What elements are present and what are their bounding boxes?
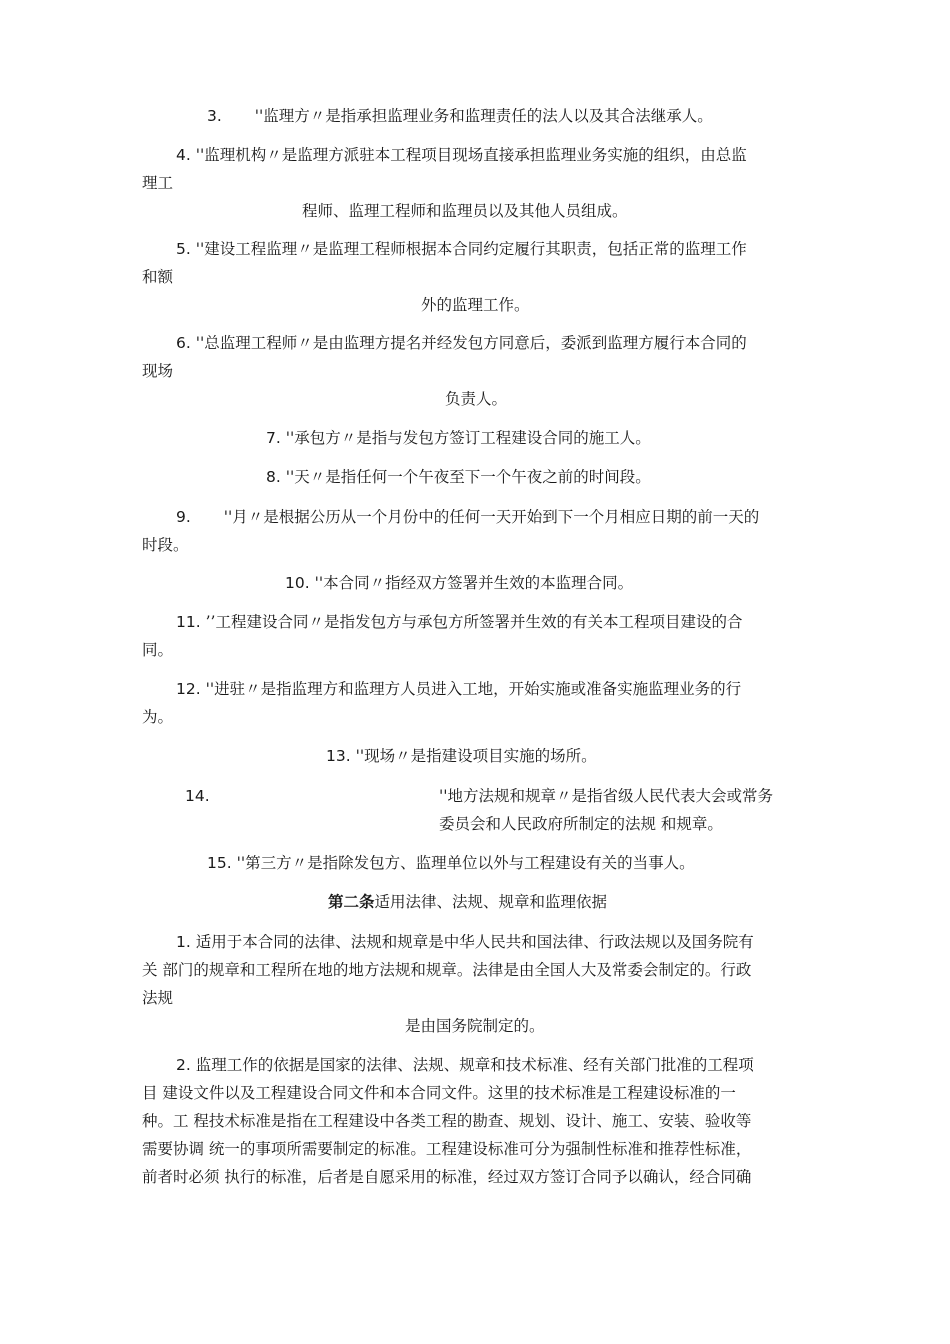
article-title: 适用法律、法规、规章和监理依据 — [374, 893, 608, 911]
item-number: 2. — [176, 1056, 191, 1074]
item-4-line2: 理工 — [142, 174, 174, 192]
item-14-line2: 委员会和人民政府所制定的法规 和规章。 — [439, 815, 723, 833]
item-number: 15. — [207, 854, 232, 872]
item-text: ''进驻〃是指监理方和监理方人员进入工地，开始实施或准备实施监理业务的行 — [205, 680, 742, 698]
item-number: 9. — [176, 508, 191, 526]
item-6-line2: 现场 — [142, 362, 174, 380]
item-4 — [176, 145, 747, 165]
article-heading — [328, 892, 607, 912]
item-number: 10. — [285, 574, 310, 592]
item-5-line3: 外的监理工作。 — [421, 296, 530, 314]
item-number: 4. — [176, 146, 191, 164]
item-text: ''月〃是根据公历从一个月份中的任何一天开始到下一个月相应日期的前一天的 — [223, 508, 760, 526]
paragraph-1 — [176, 932, 754, 952]
item-number: 1. — [176, 933, 191, 951]
paragraph-1-line3: 法规 — [142, 989, 174, 1007]
item-text: ''建设工程监理〃是监理工程师根据本合同约定履行其职责，包括正常的监理工作 — [195, 240, 747, 258]
item-10 — [285, 573, 633, 593]
item-text: ’’工程建设合同〃是指发包方与承包方所签署并生效的有关本工程项目建设的合 — [205, 613, 743, 631]
item-9-line2: 时段。 — [142, 536, 189, 554]
item-7 — [266, 428, 651, 448]
item-text: ''总监理工程师〃是由监理方提名并经发包方同意后，委派到监理方履行本合同的 — [195, 334, 747, 352]
item-12-line2: 为。 — [142, 708, 174, 726]
paragraph-2-line2: 目 建设文件以及工程建设合同文件和本合同文件。这里的技术标准是工程建设标准的一 — [142, 1084, 736, 1102]
item-number: 5. — [176, 240, 191, 258]
item-number: 12. — [176, 680, 201, 698]
item-11 — [176, 612, 742, 632]
item-number: 13. — [326, 747, 351, 765]
paragraph-2-line5: 前者时必须 执行的标准，后者是自愿采用的标准，经过双方签订合同予以确认，经合同确 — [142, 1168, 752, 1186]
item-text: ''现场〃是指建设项目实施的场所。 — [355, 747, 597, 765]
item-number: 8. — [266, 468, 281, 486]
paragraph-2-line3: 种。工 程技术标准是指在工程建设中各类工程的勘查、规划、设计、施工、安装、验收等 — [142, 1112, 752, 1130]
item-14-line1: ''地方法规和规章〃是指省级人民代表大会或常务 — [439, 787, 774, 805]
item-11-line2: 同。 — [142, 641, 174, 659]
item-6-line3: 负责人。 — [445, 390, 508, 408]
item-text: ''监理机构〃是监理方派驻本工程项目现场直接承担监理业务实施的组织，由总监 — [195, 146, 747, 164]
item-text: ''本合同〃指经双方签署并生效的本监理合同。 — [314, 574, 634, 592]
item-15 — [207, 853, 695, 873]
item-5-line2: 和额 — [142, 268, 174, 286]
item-number: 7. — [266, 429, 281, 447]
article-number: 第二条 — [328, 892, 375, 911]
item-text: ''监理方〃是指承担监理业务和监理责任的法人以及其合法继承人。 — [254, 107, 713, 125]
item-3 — [207, 106, 713, 126]
paragraph-2-line4: 需要协调 统一的事项所需要制定的标准。工程建设标准可分为强制性标准和推荐性标准， — [142, 1140, 752, 1158]
item-4-line3: 程师、监理工程师和监理员以及其他人员组成。 — [302, 202, 628, 220]
item-13 — [326, 746, 597, 766]
item-6 — [176, 333, 747, 353]
item-number: 3. — [207, 107, 222, 125]
item-9 — [176, 507, 759, 527]
paragraph-2 — [176, 1055, 754, 1075]
item-text: ''第三方〃是指除发包方、监理单位以外与工程建设有关的当事人。 — [236, 854, 695, 872]
item-8 — [266, 467, 651, 487]
item-text: ''天〃是指任何一个午夜至下一个午夜之前的时间段。 — [285, 468, 651, 486]
item-12 — [176, 679, 741, 699]
paragraph-text: 适用于本合同的法律、法规和规章是中华人民共和国法律、行政法规以及国务院有 — [195, 933, 754, 951]
paragraph-text: 监理工作的依据是国家的法律、法规、规章和技术标准、经有关部门批准的工程项 — [195, 1056, 754, 1074]
item-14-number: 14. — [185, 787, 210, 805]
item-text: ''承包方〃是指与发包方签订工程建设合同的施工人。 — [285, 429, 651, 447]
item-number: 6. — [176, 334, 191, 352]
item-number: 11. — [176, 613, 201, 631]
paragraph-1-line4: 是由国务院制定的。 — [405, 1017, 545, 1035]
paragraph-1-line2: 关 部门的规章和工程所在地的地方法规和规章。法律是由全国人大及常委会制定的。行政 — [142, 961, 752, 979]
item-5 — [176, 239, 747, 259]
